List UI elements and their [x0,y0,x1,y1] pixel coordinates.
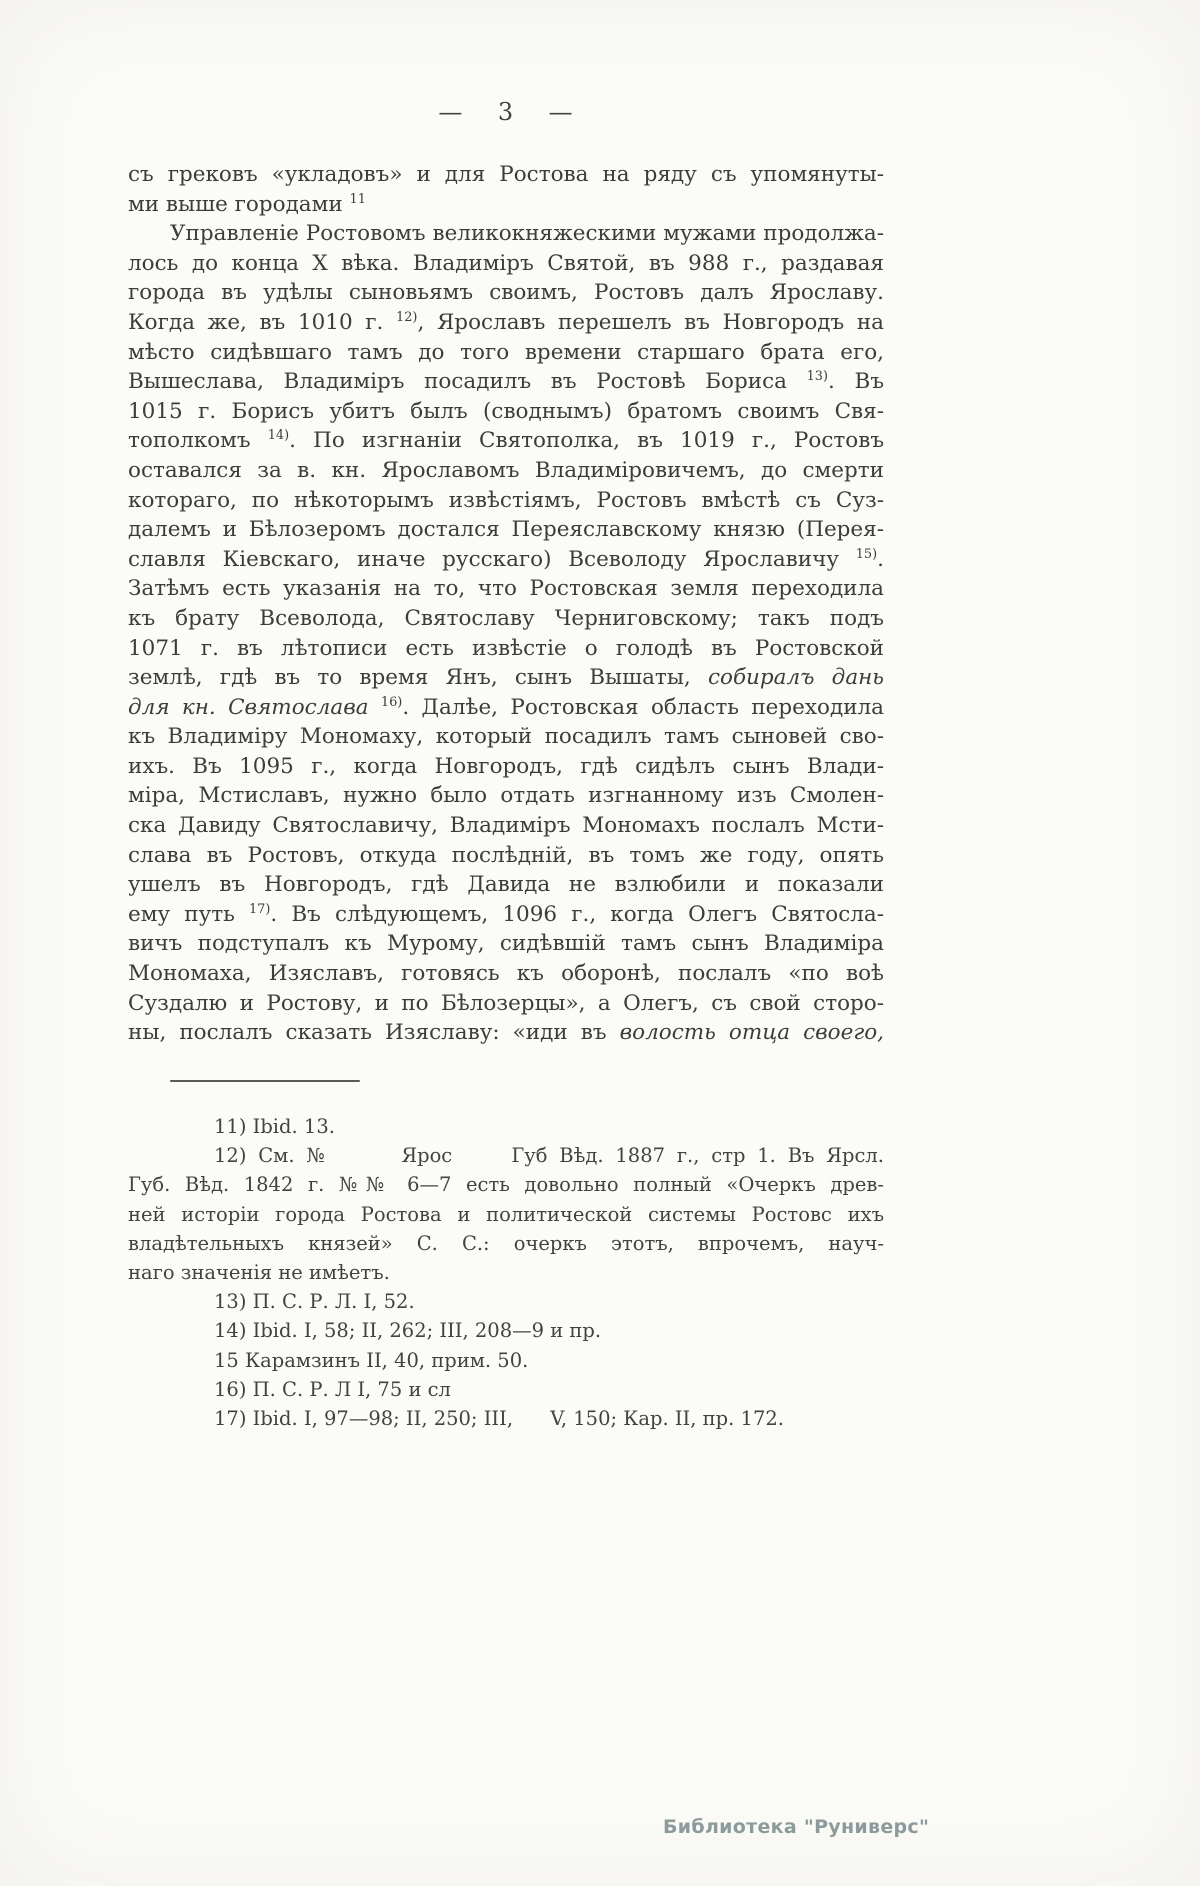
body-text [128,160,884,1048]
text-line [128,663,884,693]
text-segment: . Въ [828,369,884,395]
footnote-reference: 13) [806,369,829,384]
text-segment: Когда же, въ 1010 г. [128,309,397,335]
footnote-reference: 15) [855,546,878,562]
footnote-reference: 14) [267,428,290,444]
text-segment: 1015 г. Борисъ убитъ былъ (своднымъ) братомъ своимъ Свя- [128,398,884,424]
text-segment: города въ удѣлы сыновьямъ своимъ, Ростовъ далъ Ярославу. [128,280,884,306]
text-segment: владѣтельныхъ князей» С. С.: очеркъ этотъ, впрочемъ, науч- [128,1231,884,1255]
text-segment: міра, Мстиславъ, нужно было отдать изгнанному изъ Смолен- [128,783,884,809]
text-segment: тополкомъ [128,428,268,454]
text-segment: вичъ подступалъ къ Мурому, сидѣвшій тамъ сынъ Владиміра [128,931,884,957]
text-line [128,219,884,249]
text-line [128,929,884,959]
footnote-reference: 11 [349,191,366,207]
text-segment: лось до конца X вѣка. Владиміръ Святой, въ 988 г., раздавая [128,250,884,276]
text-segment: землѣ, гдѣ въ то время Янъ, сынъ Вышаты, [128,665,708,691]
text-line [128,781,884,811]
text-segment: для кн. Святослава [128,694,381,720]
text-line [128,486,884,516]
text-segment: . Далѣе, Ростовская область переходила [402,694,884,720]
library-watermark: Библиотека "Руниверс" [663,1816,930,1838]
text-segment: мѣсто сидѣвшаго тамъ до того времени старшаго брата его, [128,339,884,365]
text-segment: 11) Ibid. 13. [214,1115,335,1138]
text-segment: . [877,546,884,572]
text-line [128,1018,884,1048]
text-segment: ны, послалъ сказать Изяславу: «иди въ [128,1020,620,1046]
footnote-reference: 16) [380,694,403,710]
text-line [128,278,884,308]
text-segment: съ грековъ «укладовъ» и для Ростова на ряду съ упомянуты- [128,162,884,187]
text-segment: 15 Карамзинъ II, 40, прим. 50. [214,1348,529,1372]
text-line [128,1316,884,1345]
text-segment: , Ярославъ перешелъ въ Новгородъ на [417,309,885,335]
text-line [128,989,884,1019]
text-line [128,1258,884,1287]
text-line [128,545,884,575]
text-segment: славля Кіевскаго, иначе русскаго) Всеволоду Ярославичу [128,546,856,572]
text-line [128,1112,884,1141]
text-segment: Затѣмъ есть указанія на то, что Ростовская земля переходила [128,576,884,602]
footnote-separator [170,1080,360,1082]
text-segment: Вышеслава, Владиміръ посадилъ въ Ростовѣ Бориса [128,369,807,395]
text-line [128,456,884,486]
text-segment: волость отца своего, [619,1020,884,1046]
text-segment: ней исторіи города Ростова и политической системы Ростовс ихъ [128,1202,884,1226]
text-segment: ми выше городами [128,191,350,217]
text-line [128,693,884,723]
text-segment: ему путь [128,901,249,927]
text-segment: оставался за в. кн. Ярославомъ Владиміровичемъ, до смерти [128,457,884,483]
text-segment: Губ. Вѣд. 1842 г. №№ 6—7 есть довольно полный «Очеркъ древ- [128,1173,884,1197]
text-segment: Суздалю и Ростову, и по Бѣлозерцы», а Олегъ, съ свой сторо- [128,990,884,1016]
text-line [128,249,884,279]
text-line [128,870,884,900]
text-segment: 13) П. С. Р. Л. I, 52. [214,1290,415,1314]
text-segment: къ Владиміру Мономаху, который посадилъ тамъ сыновей сво- [128,724,884,750]
text-line [128,160,884,190]
text-line [128,1375,884,1404]
text-segment: ихъ. Въ 1095 г., когда Новгородъ, гдѣ сидѣлъ сынъ Влади- [128,753,884,779]
text-line [128,634,884,664]
text-segment: наго значенія не имѣетъ. [128,1261,390,1285]
text-line [128,1346,884,1375]
text-segment: ска Давиду Святославичу, Владиміръ Мономахъ послалъ Мсти- [128,813,884,839]
text-line [128,338,884,368]
text-line [128,811,884,841]
text-segment: . По изгнаніи Святополка, въ 1019 г., Ростовъ [289,428,885,454]
text-segment: 1071 г. въ лѣтописи есть извѣстіе о голодѣ въ Ростовской [128,635,884,661]
text-segment: къ брату Всеволода, Святославу Черниговскому; такъ подъ [128,605,884,631]
text-line [128,1287,884,1316]
text-line [128,1229,884,1258]
text-segment: Управленіе Ростовомъ великокняжескими мужами продолжа- [170,221,884,247]
text-line [128,515,884,545]
text-line [128,308,884,338]
text-line [128,900,884,930]
text-line [128,722,884,752]
text-line [128,752,884,782]
text-segment: слава въ Ростовъ, откуда послѣдній, въ томъ же году, опять [128,842,884,868]
text-line [128,1200,884,1229]
text-segment: Мономаха, Изяславъ, готовясь къ оборонѣ, послалъ «по воѣ [128,961,884,987]
page-number: — 3 — [438,98,574,126]
text-line [128,1141,884,1170]
text-segment: собиралъ дань [707,665,884,691]
footnotes [128,1112,884,1433]
text-line [128,1170,884,1199]
text-segment: . Въ слѣдующемъ, 1096 г., когда Олегъ Святосла- [270,901,884,927]
text-segment: далемъ и Бѣлозеромъ достался Переяславскому князю (Перея- [128,517,884,543]
text-line [128,367,884,397]
text-line [128,959,884,989]
text-segment: ушелъ въ Новгородъ, гдѣ Давида не взлюбили и показали [128,872,884,898]
text-segment: 12) См. № Ярос Губ Вѣд. 1887 г., стр 1. Въ Ярсл. [214,1144,884,1168]
text-line [128,190,884,220]
text-line [128,604,884,634]
text-segment: котораго, по нѣкоторымъ извѣстіямъ, Ростовъ вмѣстѣ съ Суз- [128,487,884,513]
text-line [128,841,884,871]
text-segment: 14) Ibid. I, 58; II, 262; III, 208—9 и пр. [214,1319,602,1343]
text-segment: 16) П. С. Р. Л I, 75 и сл [214,1377,451,1401]
text-line [128,1404,884,1433]
footnote-reference: 12) [396,309,418,325]
text-line [128,397,884,427]
text-segment: 17) Ibid. I, 97—98; II, 250; III, V, 150; Кар. II, пр. 172. [214,1407,784,1431]
footnote-reference: 17) [248,901,271,917]
text-line [128,426,884,456]
text-line [128,574,884,604]
